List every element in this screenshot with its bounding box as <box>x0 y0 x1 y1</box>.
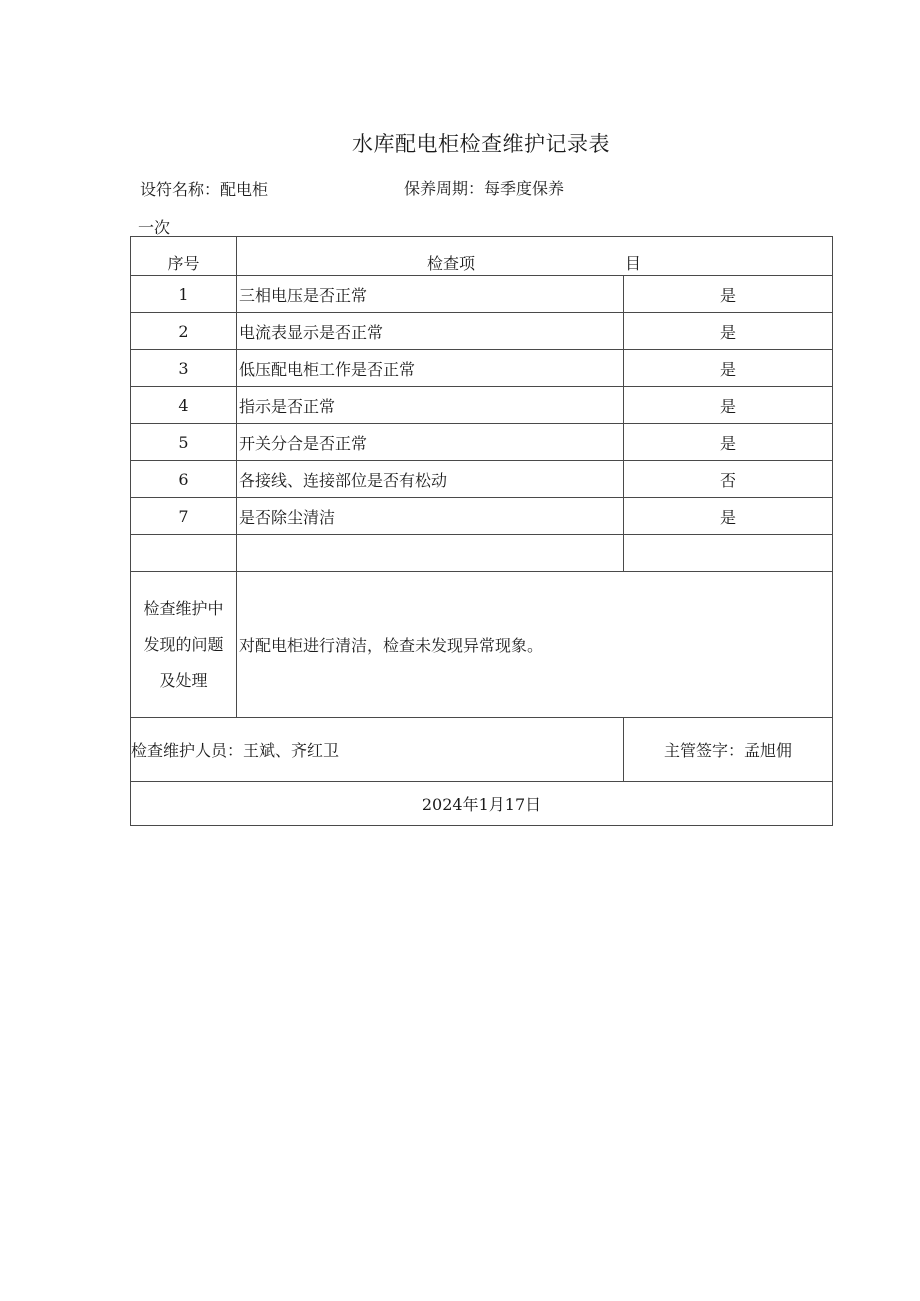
supervisor-signature: 主管签字：孟旭佣 <box>624 718 833 782</box>
maintenance-period <box>404 176 564 199</box>
table-row <box>131 350 833 387</box>
row-item: 指示是否正常 <box>237 387 624 424</box>
maintenance-period-wrap: 一次 <box>138 218 171 237</box>
maintenance-period-value: 每季度保养 <box>484 179 565 198</box>
empty-cell <box>624 535 833 572</box>
row-no: 3 <box>131 350 237 387</box>
table-row <box>131 461 833 498</box>
maintenance-staff: 检查维护人员：王斌、齐红卫 <box>131 718 624 782</box>
row-no: 5 <box>131 424 237 461</box>
notes-label-line: 检查维护中 <box>143 598 224 618</box>
notes-row <box>131 572 833 718</box>
maintenance-period-label: 保养周期： <box>404 179 485 198</box>
row-no: 2 <box>131 313 237 350</box>
row-item: 三相电压是否正常 <box>237 276 624 313</box>
row-no: 6 <box>131 461 237 498</box>
device-name <box>140 177 268 200</box>
table-row <box>131 424 833 461</box>
row-no: 1 <box>131 276 237 313</box>
row-no: 7 <box>131 498 237 535</box>
empty-cell <box>131 535 237 572</box>
table-header-row <box>131 237 833 276</box>
row-item: 开关分合是否正常 <box>237 424 624 461</box>
row-result: 是 <box>624 498 833 535</box>
row-result: 是 <box>624 313 833 350</box>
notes-label <box>131 572 237 718</box>
row-item: 是否除尘清洁 <box>237 498 624 535</box>
header-no: 序号 <box>131 237 237 276</box>
page-title: 水库配电柜检查维护记录表 <box>352 132 610 156</box>
device-name-label: 设符名称： <box>140 180 221 199</box>
inspection-table <box>130 236 833 826</box>
row-result: 是 <box>624 350 833 387</box>
table-row <box>131 276 833 313</box>
row-result: 否 <box>624 461 833 498</box>
row-result: 是 <box>624 387 833 424</box>
device-name-value: 配电柜 <box>220 180 269 199</box>
row-item: 低压配电柜工作是否正常 <box>237 350 624 387</box>
empty-cell <box>237 535 624 572</box>
row-result: 是 <box>624 424 833 461</box>
table-row <box>131 313 833 350</box>
table-row <box>131 387 833 424</box>
record-date: 2024年1月17日 <box>131 782 833 826</box>
header-item-part1: 检查项 <box>427 254 476 273</box>
notes-text: 对配电柜进行清洁，检查未发现异常现象。 <box>237 572 833 718</box>
notes-label-line: 及处理 <box>159 670 208 690</box>
row-no: 4 <box>131 387 237 424</box>
row-item: 电流表显示是否正常 <box>237 313 624 350</box>
table-row-empty <box>131 535 833 572</box>
signature-row <box>131 718 833 782</box>
date-row <box>131 782 833 826</box>
header-item-part2: 目 <box>625 254 642 273</box>
table-row <box>131 498 833 535</box>
notes-label-line: 发现的问题 <box>143 634 224 654</box>
header-item <box>237 237 833 276</box>
row-item: 各接线、连接部位是否有松动 <box>237 461 624 498</box>
row-result: 是 <box>624 276 833 313</box>
